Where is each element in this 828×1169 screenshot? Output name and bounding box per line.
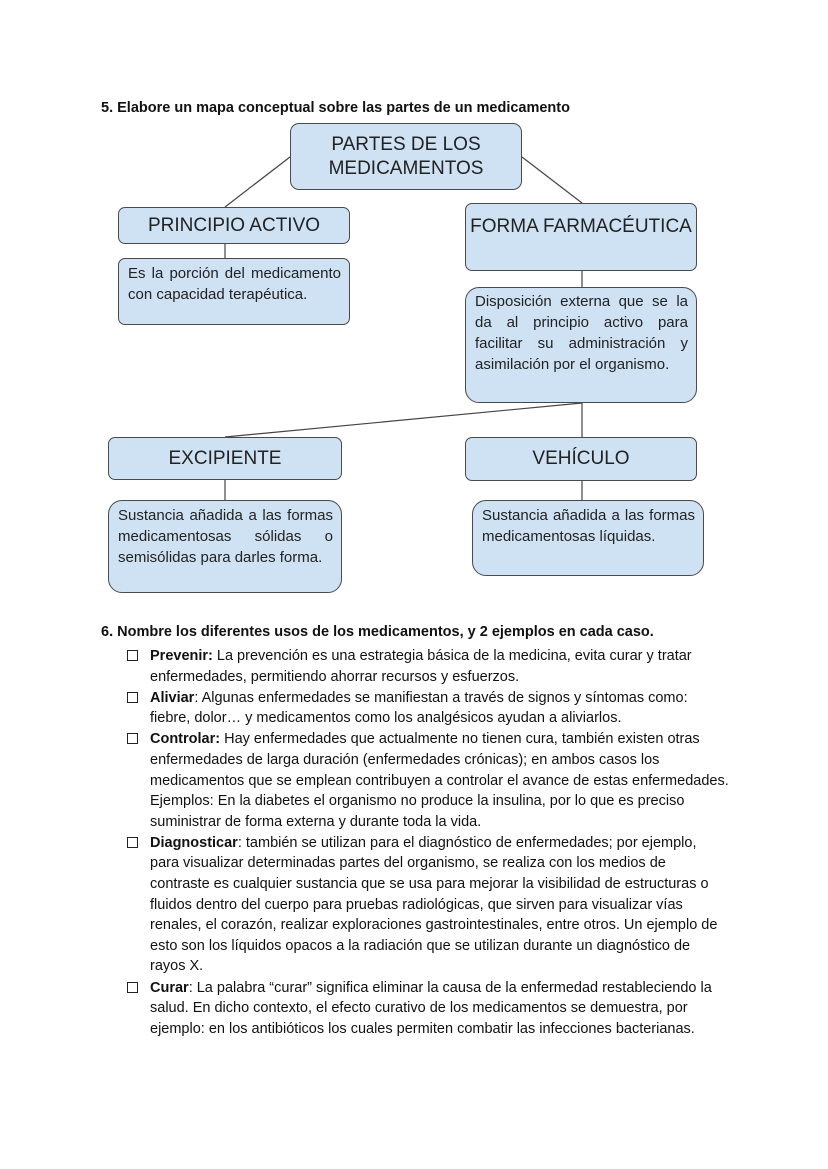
list-item-term: Curar xyxy=(150,979,189,996)
node-principio-activo: PRINCIPIO ACTIVO xyxy=(118,207,350,244)
connector-root-principio xyxy=(225,157,290,207)
list-item-prevenir xyxy=(127,646,729,687)
node-principio-activo-description: Es la porción del medicamento con capacidad terapéutica. xyxy=(118,258,350,325)
node-excipiente-description: Sustancia añadida a las formas medicamentosas sólidas o semisólidas para darles forma. xyxy=(108,500,342,593)
node-forma-farmaceutica: FORMA FARMACÉUTICA xyxy=(465,203,697,271)
checkbox-icon[interactable] xyxy=(127,733,138,744)
node-forma-farmaceutica-description: Disposición externa que se la da al principio activo para facilitar su administración y asimilación por el organismo. xyxy=(465,287,697,403)
list-item-diagnosticar xyxy=(127,833,729,977)
list-item-text: : Algunas enfermedades se manifiestan a través de signos y síntomas como: fiebre, dolor… y medicamentos como los analgésicos ayudan a aliviarlos. xyxy=(150,689,688,727)
list-item-text: Hay enfermedades que actualmente no tienen cura, también existen otras enfermedades de larga duración (enfermedades crónicas); en ambos casos los medicamentos que se emplean contribuyen a controlar el avance de estas enfermedades. Ejemplos: En la diabetes el organismo no produce la insulina, por lo que es preciso suministrar de forma externa y durante toda la vida. xyxy=(150,731,729,830)
list-item-term: Aliviar xyxy=(150,689,195,706)
list-item-aliviar xyxy=(127,688,729,729)
list-item-term: Prevenir: xyxy=(150,648,213,664)
checkbox-icon[interactable] xyxy=(127,650,138,661)
list-item-text: : La palabra “curar” significa eliminar la causa de la enfermedad restableciendo la salud. En dicho contexto, el efecto curativo de los medicamentos se demuestra, por ejemplo: en los antibióticos los cuales permiten combatir las infecciones bacterianas. xyxy=(150,979,712,1037)
list-item-text: : también se utilizan para el diagnóstico de enfermedades; por ejemplo, para visualizar determinadas partes del organismo, se realiza con los medios de contraste es cualquier sustancia que se usa para mejorar la visibilidad de estructuras o fluidos dentro del cuerpo para pruebas radiológicas, que sirven para visualizar vías renales, el corazón, realizar exploraciones gastrointestinales, entre otros. Un ejemplo de esto son los líquidos opacos a la radiación que se utilizan durante un diagnóstico de rayos X. xyxy=(150,834,718,975)
list-item-curar xyxy=(127,978,729,1040)
connector-desc-excipiente xyxy=(225,403,582,437)
section-6-heading: 6. Nombre los diferentes usos de los medicamentos, y 2 ejemplos en cada caso. xyxy=(101,624,654,640)
node-partes-medicamentos: PARTES DE LOS MEDICAMENTOS xyxy=(290,123,522,190)
checkbox-icon[interactable] xyxy=(127,837,138,848)
section-5-heading: 5. Elabore un mapa conceptual sobre las partes de un medicamento xyxy=(101,100,570,116)
node-excipiente: EXCIPIENTE xyxy=(108,437,342,480)
list-item-term: Controlar: xyxy=(150,731,221,748)
list-item-controlar xyxy=(127,729,729,832)
node-vehiculo: VEHÍCULO xyxy=(465,437,697,481)
connector-root-forma xyxy=(522,157,582,203)
uses-checklist xyxy=(127,646,729,1040)
list-item-term: Diagnosticar xyxy=(150,834,238,851)
checkbox-icon[interactable] xyxy=(127,692,138,703)
list-item-text: La prevención es una estrategia básica de la medicina, evita curar y tratar enfermedades, permitiendo ahorrar recursos y esfuerzos. xyxy=(150,648,692,685)
node-vehiculo-description: Sustancia añadida a las formas medicamentosas líquidas. xyxy=(472,500,704,576)
checkbox-icon[interactable] xyxy=(127,982,138,993)
